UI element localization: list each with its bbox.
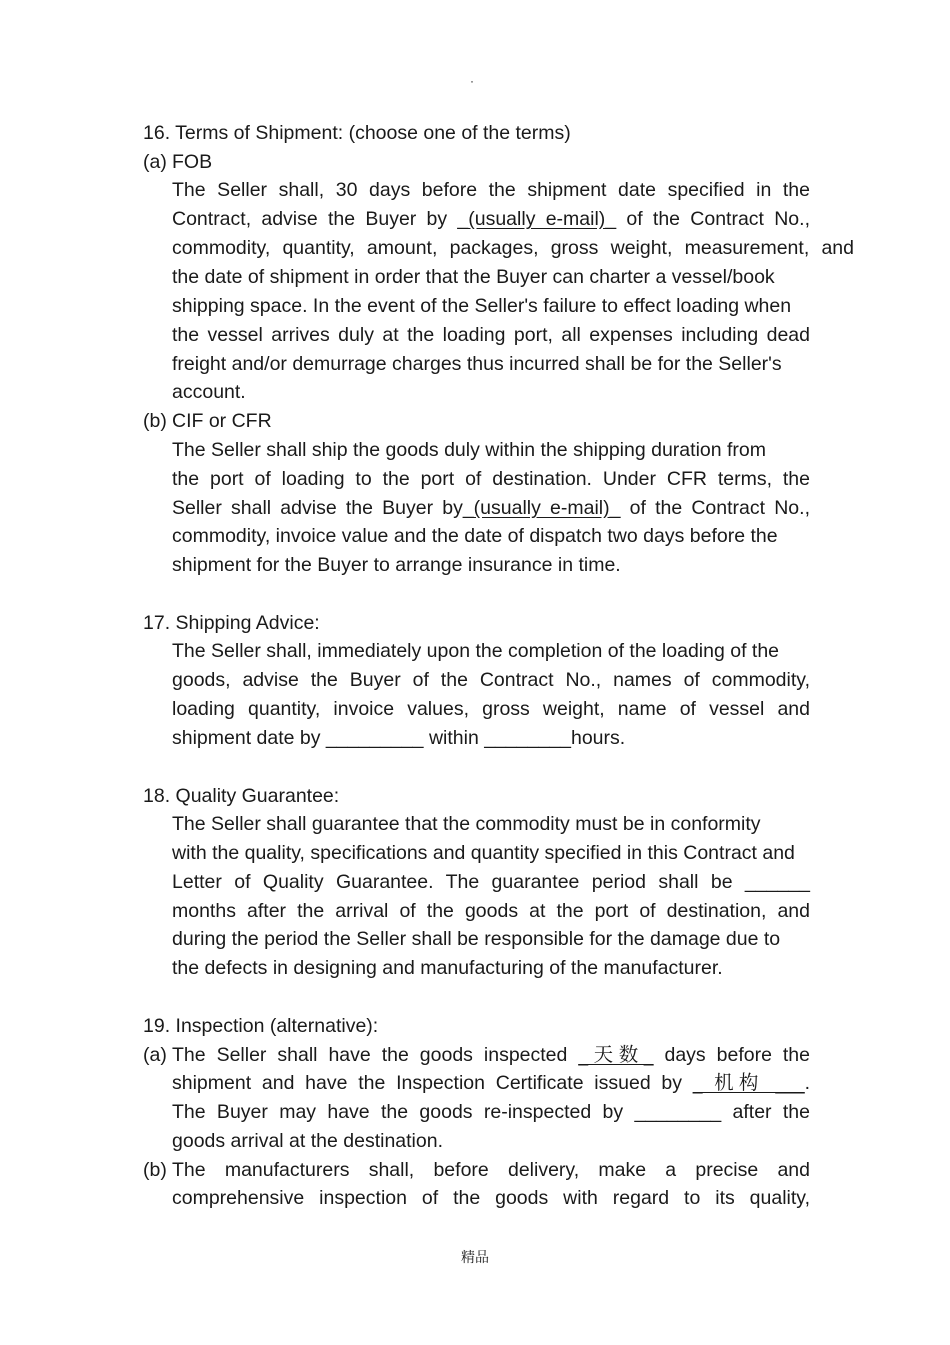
paragraph-line — [172, 494, 810, 523]
paragraph-line: shipping space. In the event of the Seller's failure to effect loading when — [172, 295, 792, 317]
paragraph-line: the defects in designing and manufacturing of the manufacturer. — [172, 957, 723, 979]
paragraph-line: The Seller shall guarantee that the commodity must be in conformity — [172, 813, 761, 835]
paragraph-line: shipment for the Buyer to arrange insurance in time. — [172, 554, 621, 576]
section-17-heading: 17. Shipping Advice: — [143, 612, 320, 634]
text-run: Seller shall advise the Buyer by — [172, 497, 463, 519]
item-title: CIF or CFR — [172, 410, 272, 432]
paragraph-line: the date of shipment in order that the Buyer can charter a vessel/book — [172, 266, 775, 288]
paragraph-line: account. — [172, 381, 246, 403]
text-run: . — [804, 1072, 810, 1094]
paragraph-line: The Seller shall ship the goods duly within the shipping duration from — [172, 439, 767, 461]
paragraph-line: The Seller shall, immediately upon the completion of the loading of the — [172, 640, 780, 662]
header-mark: · — [470, 74, 474, 88]
item-label: (a) — [143, 1044, 167, 1066]
paragraph-line — [172, 205, 810, 234]
paragraph-line: goods arrival at the destination. — [172, 1130, 444, 1152]
section-19-heading: 19. Inspection (alternative): — [143, 1015, 379, 1037]
paragraph-line: commodity, quantity, amount, packages, gross weight, measurement, and — [172, 237, 854, 259]
item-label: (b) — [143, 1159, 167, 1181]
fill-in-blank: _(usually e-mail)_ — [457, 208, 617, 230]
fill-in-blank: _天数_ — [578, 1043, 654, 1066]
text-run: days before the — [653, 1044, 810, 1066]
section-16b-title-row — [143, 407, 272, 436]
paragraph-line: during the period the Seller shall be responsible for the damage due to — [172, 928, 781, 950]
section-16-heading: 16. Terms of Shipment: (choose one of the terms) — [143, 122, 571, 144]
paragraph-line: Letter of Quality Guarantee. The guarantee period shall be ______ — [172, 871, 810, 893]
paragraph-line: the port of loading to the port of destination. Under CFR terms, the — [172, 468, 810, 490]
paragraph-line: comprehensive inspection of the goods with regard to its quality, — [172, 1187, 810, 1209]
text-run: Contract, advise the Buyer by — [172, 208, 458, 230]
fill-in-blank: _ 机构 ___ — [692, 1071, 805, 1094]
paragraph-line — [172, 1041, 810, 1070]
page-footer: 精品 — [461, 1250, 489, 1266]
paragraph-line: loading quantity, invoice values, gross weight, name of vessel and — [172, 698, 810, 720]
section-16a-title-row — [143, 148, 213, 177]
item-label: (b) — [143, 410, 167, 432]
paragraph-line: goods, advise the Buyer of the Contract No., names of commodity, — [172, 669, 810, 691]
paragraph-line: the vessel arrives duly at the loading port, all expenses including dead — [172, 324, 810, 346]
paragraph-line: shipment date by _________ within ________hours. — [172, 727, 626, 749]
paragraph-line: with the quality, specifications and quantity specified in this Contract and — [172, 842, 795, 864]
paragraph-line: freight and/or demurrage charges thus incurred shall be for the Seller's — [172, 353, 782, 375]
paragraph-line: commodity, invoice value and the date of dispatch two days before the — [172, 525, 778, 547]
paragraph-line: The Seller shall, 30 days before the shipment date specified in the — [172, 179, 810, 201]
paragraph-line: months after the arrival of the goods at the port of destination, and — [172, 900, 810, 922]
paragraph-line: The manufacturers shall, before delivery, make a precise and — [172, 1159, 810, 1181]
text-run: shipment and have the Inspection Certificate issued by — [172, 1072, 693, 1094]
paragraph-line: The Buyer may have the goods re-inspected by ________ after the — [172, 1101, 810, 1123]
item-label: (a) — [143, 151, 167, 173]
item-title: FOB — [172, 151, 213, 173]
text-run: of the Contract No., — [620, 497, 810, 519]
paragraph-line — [172, 1069, 810, 1098]
text-run: of the Contract No., — [616, 208, 810, 230]
fill-in-blank: _(usually e-mail)_ — [462, 497, 621, 519]
text-run: The Seller shall have the goods inspected — [172, 1044, 579, 1066]
section-18-heading: 18. Quality Guarantee: — [143, 785, 340, 807]
